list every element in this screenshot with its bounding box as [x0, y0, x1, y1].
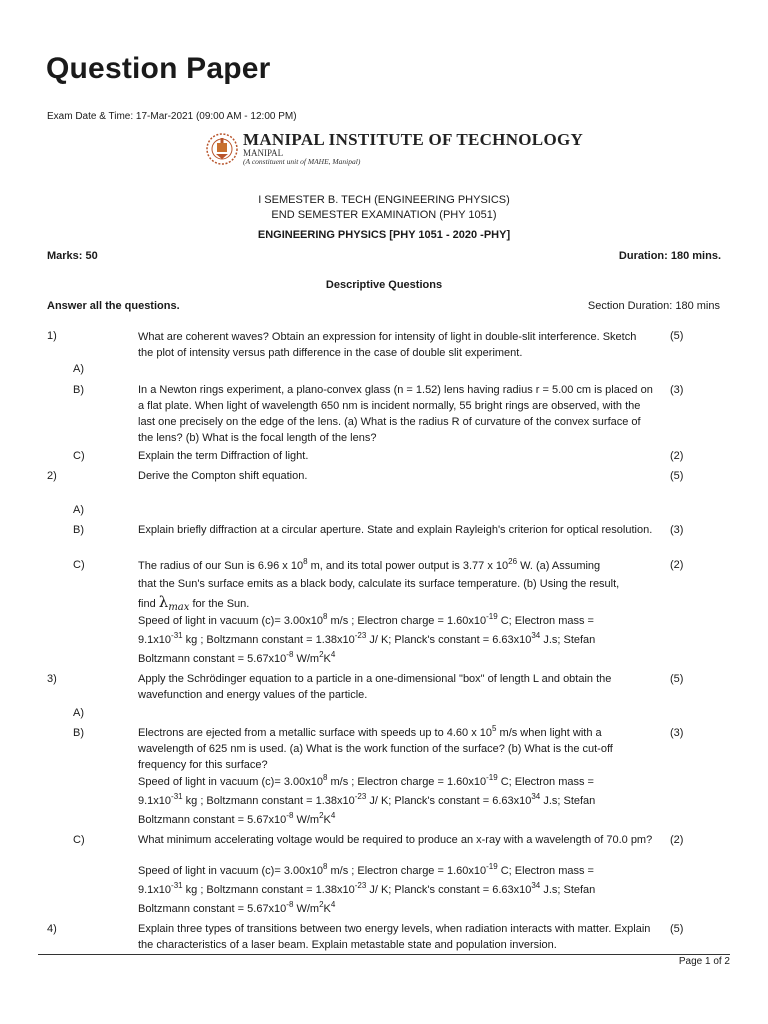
instruction: Answer all the questions. [47, 300, 180, 312]
institute-logo [205, 130, 584, 168]
question-text: Explain three types of transitions between two energy levels, when radiation interacts with matter. Explain the characteristics of a laser beam. Explain metastable state and population inversion. [138, 923, 651, 951]
footer-divider [38, 954, 730, 955]
institute-emblem-icon [205, 132, 239, 166]
exam-duration: Duration: 180 mins. [618, 250, 721, 262]
sub-question-text: What minimum accelerating voltage would be required to produce an x-ray with a wavelength of 70.0 pm? [138, 834, 653, 846]
sub-question-marks: (2) [670, 450, 684, 462]
sub-question-marks: (3) [670, 524, 684, 536]
institute-place: MANIPAL [243, 148, 284, 158]
exam-date-time: Exam Date & Time: 17-Mar-2021 (09:00 AM - 12:00 PM) [47, 111, 297, 122]
sub-question-text: Explain briefly diffraction at a circular aperture. State and explain Rayleigh's criterion for optical resolution. [138, 524, 653, 536]
sub-question-label: A) [73, 504, 84, 516]
institute-name: MANIPAL INSTITUTE OF TECHNOLOGY [243, 130, 584, 149]
course-heading: ENGINEERING PHYSICS [PHY 1051 - 2020 -PHY] [257, 229, 511, 241]
question-marks: (5) [670, 470, 684, 482]
examination-heading: END SEMESTER EXAMINATION (PHY 1051) [271, 209, 497, 221]
sub-question-marks: (2) [670, 559, 684, 571]
sub-question-marks: (3) [670, 384, 684, 396]
sub-question-label: A) [73, 363, 84, 375]
institute-tagline: (A constituent unit of MAHE, Manipal) [243, 157, 361, 166]
question-text: What are coherent waves? Obtain an expression for intensity of light in double-slit interference. Sketch the plot of intensity versus path difference in the case of double slit experiment. [138, 331, 637, 359]
page-number: Page 1 of 2 [678, 956, 730, 967]
question-number: 3) [47, 673, 57, 685]
sub-question-marks: (3) [670, 727, 684, 739]
semester-heading: I SEMESTER B. TECH (ENGINEERING PHYSICS) [258, 194, 510, 206]
physical-constants: Speed of light in vacuum $(c)= 3.00x10^8$ m/s ; Electron charge = $1.60x10^{-19}$ C; Electron mass = $9.1x10^{-31}$ kg ; Boltzmann constant = $1.38x10^{-23}$ J/ K; Planck's constant = $6.63x10^{34}$ J.s; Stefan Boltzmann constant = $5.67x10^{-8}$ $W/m^2K^4$ [138, 862, 596, 915]
question-marks: (5) [670, 330, 684, 342]
page-title: Question Paper [46, 52, 271, 85]
physical-constants: Speed of light in vacuum $(c)= 3.00x10^8$ m/s ; Electron charge = $1.60x10^{-19}$ C; Electron mass = $9.1x10^{-31}$ kg ; Boltzmann constant = $1.38x10^{-23}$ J/ K; Planck's constant = $6.63x10^{34}$ J.s; Stefan Boltzmann constant = $5.67x10^{-8}$ $W/m^2K^4$ [138, 612, 596, 665]
question-number: 1) [47, 330, 57, 342]
question-text: Apply the Schrödinger equation to a particle in a one-dimensional "box" of length L and obtain the wavefunction and energy values of the particle. [138, 673, 612, 701]
question-text: Derive the Compton shift equation. [138, 470, 308, 482]
question-marks: (5) [670, 923, 684, 935]
physical-constants: Speed of light in vacuum $(c)= 3.00x10^8$ m/s ; Electron charge = $1.60x10^{-19}$ C; Electron mass = $9.1x10^{-31}$ kg ; Boltzmann constant = $1.38x10^{-23}$ J/ K; Planck's constant = $6.63x10^{34}$ J.s; Stefan Boltzmann constant = $5.67x10^{-8}$ $W/m^2K^4$ [138, 773, 596, 826]
sub-question-label: B) [73, 727, 84, 739]
sub-question-text: The radius of our Sun is 6.96 x $10^8$ m, and its total power output is 3.77 x $10^{26}$ W. (a) Assuming that the Sun's surface emits as a black body, calculate its surface temperature. (b) Using the result, find λmax for the Sun. [138, 557, 620, 613]
question-number: 2) [47, 470, 57, 482]
sub-question-label: A) [73, 707, 84, 719]
sub-question-text: Electrons are ejected from a metallic surface with speeds up to 4.60 x $10^5$ m/s when light with a wavelength of 625 nm is used. (a) What is the work function of the surface? (b) What is the cut-off frequency for this surface? [138, 724, 613, 771]
sub-question-label: C) [73, 559, 85, 571]
sub-question-label: B) [73, 524, 84, 536]
question-number: 4) [47, 923, 57, 935]
lambda-symbol: λ [158, 593, 169, 611]
sub-question-text: In a Newton rings experiment, a plano-convex glass (n = 1.52) lens having radius r = 5.00 cm is placed on a flat plate. When light of wavelength 650 nm is incident normally, 55 bright rings are observed, with the last one precisely on the edge of the lens. (a) What is the radius R of curvature of the convex surface of the lens? (b) What is the focal length of the lens? [138, 384, 653, 444]
section-title: Descriptive Questions [325, 279, 443, 291]
total-marks: Marks: 50 [47, 250, 98, 262]
sub-question-text: Explain the term Diffraction of light. [138, 450, 309, 462]
sub-question-label: B) [73, 384, 84, 396]
sub-question-label: C) [73, 834, 85, 846]
sub-question-marks: (2) [670, 834, 684, 846]
sub-question-label: C) [73, 450, 85, 462]
section-duration: Section Duration: 180 mins [587, 300, 720, 312]
question-marks: (5) [670, 673, 684, 685]
